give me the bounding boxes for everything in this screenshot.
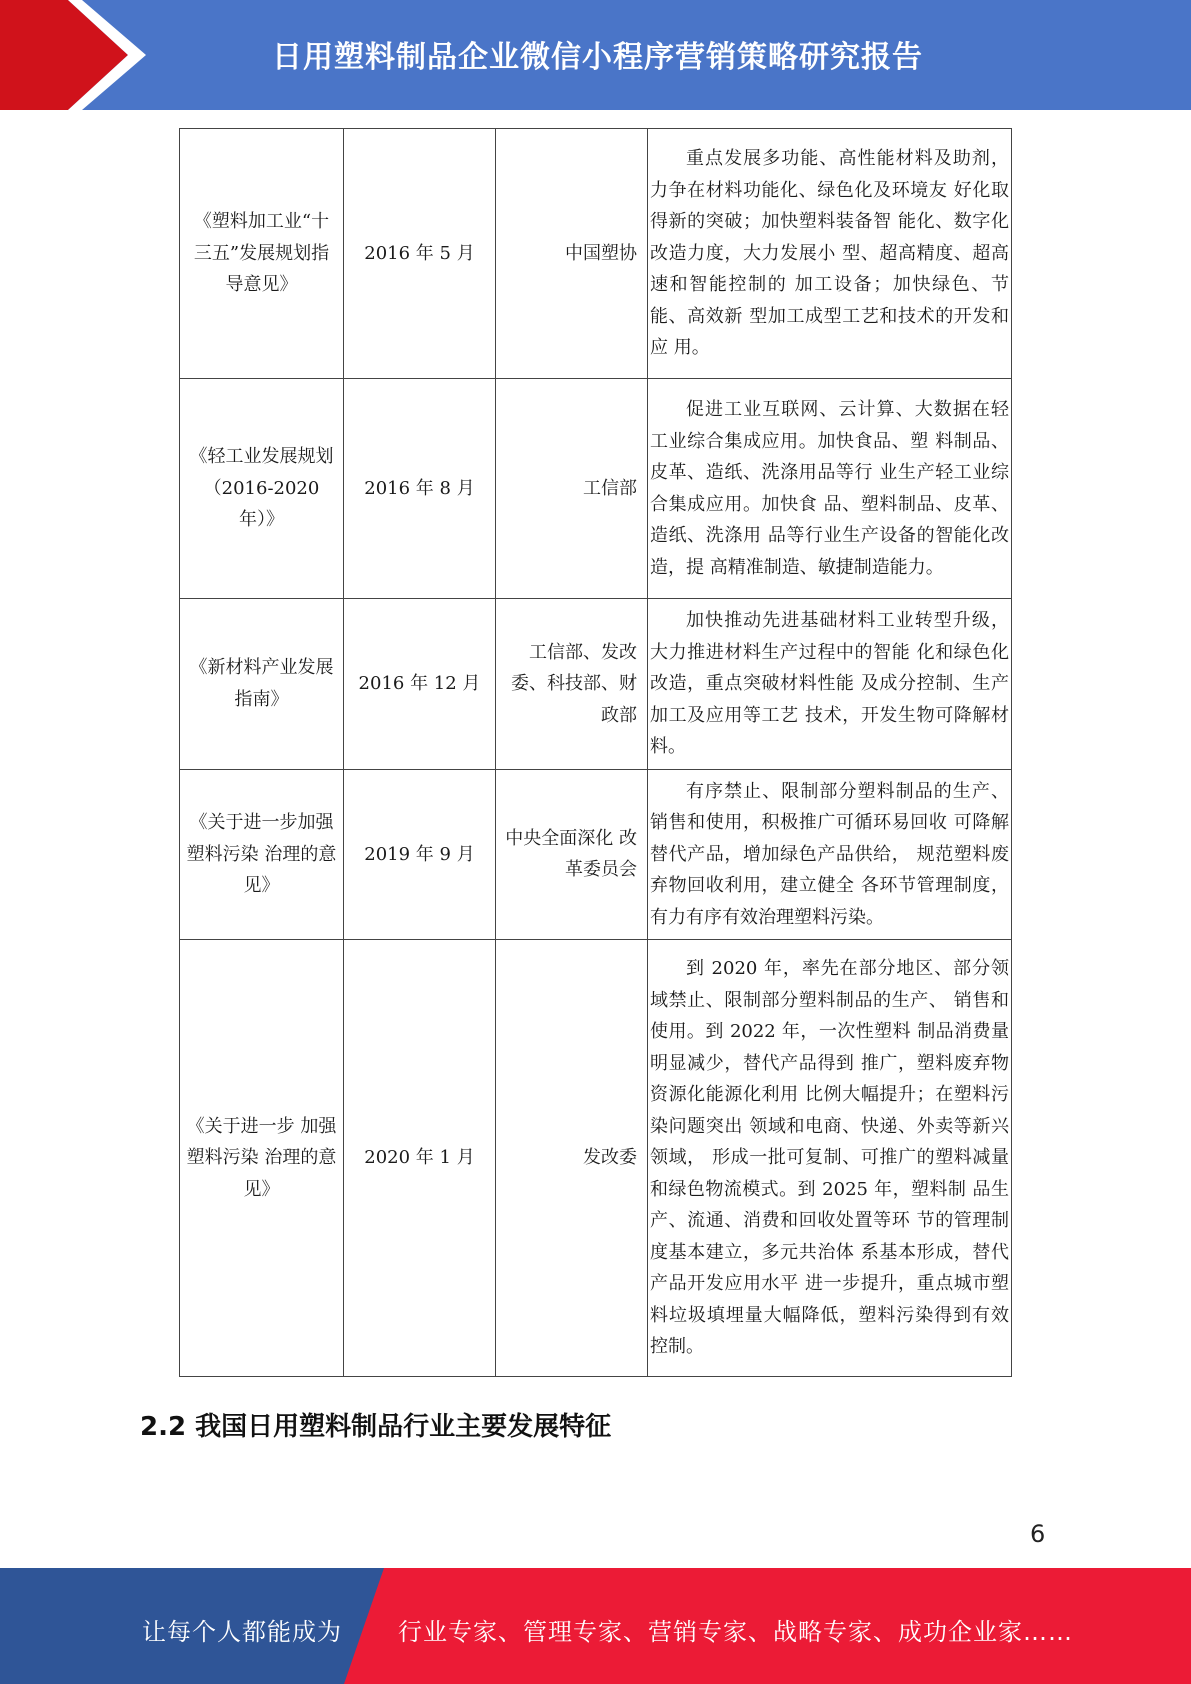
policy-name-cell: 《新材料产业发展指南》 <box>180 599 344 770</box>
report-title: 日用塑料制品企业微信小程序营销策略研究报告 <box>272 40 923 75</box>
table-row <box>180 769 1012 940</box>
policy-table <box>179 128 1012 1377</box>
table-row <box>180 129 1012 379</box>
policy-org-cell: 发改委 <box>496 940 648 1377</box>
policy-desc-cell: 重点发展多功能、高性能材料及助剂，力争在材料功能化、绿色化及环境友 好化取得新的突破；加快塑料装备智 能化、数字化改造力度，大力发展小 型、超高精度、超高速和智能控制的 加工设备；加快绿色、节能、高效新 型加工成型工艺和技术的开发和应 用。 <box>648 129 1012 379</box>
section-heading: 2.2 我国日用塑料制品行业主要发展特征 <box>140 1412 612 1442</box>
policy-date-cell: 2016 年 8 月 <box>344 379 496 599</box>
footer-slogan-left: 让每个人都能成为 <box>142 1618 342 1646</box>
policy-org-cell: 中央全面深化 改革委员会 <box>496 769 648 940</box>
header-banner <box>0 0 1191 110</box>
policy-name-cell: 《关于进一步加强塑料污染 治理的意见》 <box>180 769 344 940</box>
policy-date-cell: 2016 年 12 月 <box>344 599 496 770</box>
policy-name-cell: 《轻工业发展规划（2016-2020 年）》 <box>180 379 344 599</box>
policy-desc-cell: 加快推动先进基础材料工业转型升级，大力推进材料生产过程中的智能 化和绿色化改造，重点突破材料性能 及成分控制、生产加工及应用等工艺 技术，开发生物可降解材料。 <box>648 599 1012 770</box>
policy-desc-cell: 促进工业互联网、云计算、大数据在轻工业综合集成应用。加快食品、塑 料制品、皮革、造纸、洗涤用品等行 业生产轻工业综合集成应用。加快食 品、塑料制品、皮革、造纸、洗涤用 品等行业生产设备的智能化改造，提 高精准制造、敏捷制造能力。 <box>648 379 1012 599</box>
policy-org-cell: 工信部、发改 委、科技部、财政部 <box>496 599 648 770</box>
policy-date-cell: 2019 年 9 月 <box>344 769 496 940</box>
policy-desc-cell: 有序禁止、限制部分塑料制品的生产、销售和使用，积极推广可循环易回收 可降解替代产品，增加绿色产品供给， 规范塑料废弃物回收利用，建立健全 各环节管理制度，有力有序有效治理塑料污染。 <box>648 769 1012 940</box>
footer-slogan-right: 行业专家、管理专家、营销专家、战略专家、成功企业家…… <box>398 1618 1073 1646</box>
footer-banner <box>0 1568 1191 1684</box>
policy-date-cell: 2016 年 5 月 <box>344 129 496 379</box>
policy-desc-cell: 到 2020 年，率先在部分地区、部分领域禁止、限制部分塑料制品的生产、 销售和使用。到 2022 年，一次性塑料 制品消费量明显减少，替代产品得到 推广，塑料废弃物资源化能源化利用 比例大幅提升；在塑料污染问题突出 领域和电商、快递、外卖等新兴领域， 形成一批可复制、可推广的塑料减量 和绿色物流模式。到 2025 年，塑料制 品生产、流通、消费和回收处置等环 节的管理制度基本建立，多元共治体 系基本形成，替代产品开发应用水平 进一步提升，重点城市塑料垃圾填埋量大幅降低，塑料污染得到有效控制。 <box>648 940 1012 1377</box>
policy-org-cell: 工信部 <box>496 379 648 599</box>
policy-org-cell: 中国塑协 <box>496 129 648 379</box>
policy-name-cell: 《塑料加工业“十三五”发展规划指导意见》 <box>180 129 344 379</box>
table-row <box>180 379 1012 599</box>
table-row <box>180 940 1012 1377</box>
header-chevron-decoration <box>0 0 200 110</box>
page-number: 6 <box>1030 1520 1046 1548</box>
table-row <box>180 599 1012 770</box>
policy-name-cell: 《关于进一步 加强塑料污染 治理的意见》 <box>180 940 344 1377</box>
policy-date-cell: 2020 年 1 月 <box>344 940 496 1377</box>
